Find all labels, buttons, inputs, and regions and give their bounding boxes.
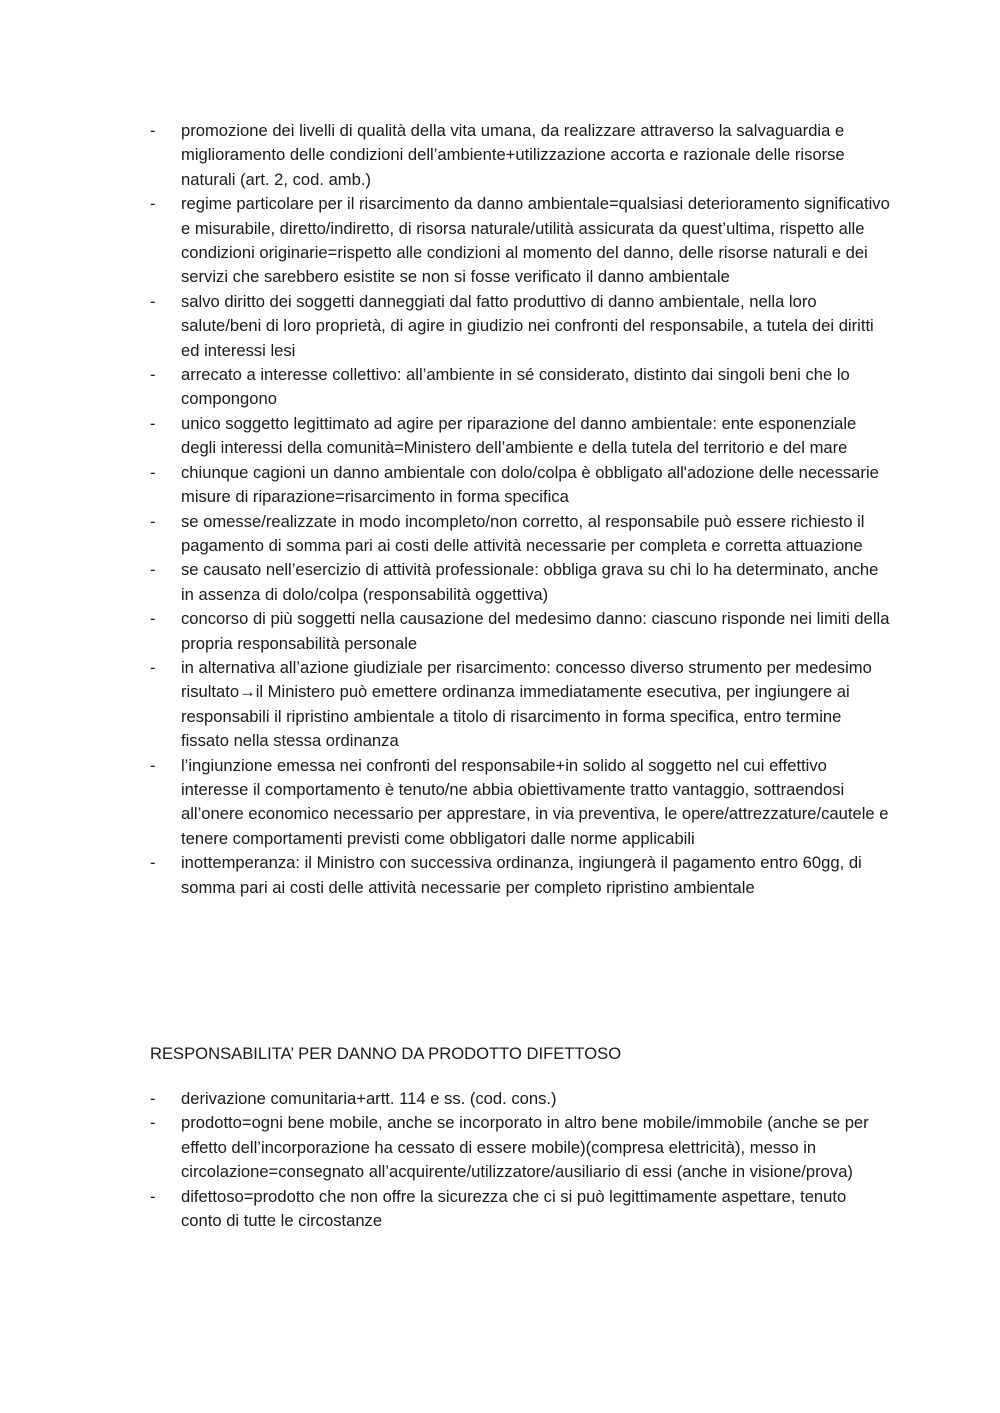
list-item [150,607,890,656]
bullet-dash: - [150,853,156,873]
list-item-text: in alternativa all’azione giudiziale per risarcimento: concesso diverso strumento per medesimo risultato→il Ministero può emettere ordinanza immediatamente esecutiva, per ingiungere ai responsabili il ripristino ambientale a titolo di risarcimento in forma specifica, entro termine fissato nella stessa ordinanza [181,657,872,751]
bullet-dash: - [150,511,156,531]
list-item-text: regime particolare per il risarcimento da danno ambientale=qualsiasi deterioramento significativo e misurabile, diretto/indiretto, di risorsa naturale/utilità assicurata da quest’ultima, rispetto alle condizioni originarie=rispetto alle condizioni al momento del danno, delle risorse naturali e dei servizi che sarebbero esistite se non si fosse verificato il danno ambientale [181,194,890,287]
list-item [150,290,890,363]
bullet-dash: - [150,194,156,214]
list-item [150,558,890,607]
list-item-text: concorso di più soggetti nella causazione del medesimo danno: ciascuno risponde nei limiti della propria responsabilità personale [181,609,890,653]
list-item [150,851,890,900]
list-item-text: se causato nell’esercizio di attività professionale: obbliga grava su chi lo ha determinato, anche in assenza di dolo/colpa (responsabilità oggettiva) [181,560,879,604]
list-item-text: prodotto=ogni bene mobile, anche se incorporato in altro bene mobile/immobile (anche se per effetto dell’incorporazione ha cessato di essere mobile)(compresa elettricità), messo in circolazione=consegnato all’acquirente/utilizzatore/ausiliario di essi (anche in visione/prova) [181,1113,869,1182]
bullet-dash: - [150,1089,156,1108]
list-item-text: promozione dei livelli di qualità della vita umana, da realizzare attraverso la salvaguardia e miglioramento delle condizioni dell’ambiente+utilizzazione accorta e razionale delle risorse naturali (art. 2, cod. amb.) [181,121,845,189]
list-item [150,363,890,412]
bullet-dash: - [150,657,156,677]
list-item [150,1087,890,1111]
bullet-dash: - [150,755,156,775]
bullet-dash: - [150,121,156,140]
list-item-text: difettoso=prodotto che non offre la sicurezza che ci si può legittimamente aspettare, tenuto conto di tutte le circostanze [181,1186,847,1231]
list-item [150,461,890,510]
bullet-dash: - [150,1113,156,1133]
list-item [150,192,890,290]
bullet-dash: - [150,462,156,482]
list-item-text: chiunque cagioni un danno ambientale con dolo/colpa è obbligato all'adozione delle necessarie misure di riparazione=risarcimento in forma specifica [181,462,879,507]
list-item [150,754,890,852]
bullet-dash: - [150,413,156,433]
bullet-list-prodotto-difettoso [150,1087,890,1233]
list-item-text: l’ingiunzione emessa nei confronti del responsabile+in solido al soggetto nel cui effettivo interesse il comportamento è tenuto/ne abbia obiettivamente tratto vantaggio, sottraendosi all’onere economico necessario per apprestare, in via preventiva, le opere/attrezzature/cautele e tenere comportamenti previsti come obbligatori dalle norme applicabili [181,755,889,848]
list-item [150,1111,890,1184]
list-item-text: unico soggetto legittimato ad agire per riparazione del danno ambientale: ente esponenziale degli interessi della comunità=Ministero dell’ambiente e della tutela del territorio e del mare [181,413,857,458]
list-item [150,510,890,559]
list-item [150,1185,890,1234]
bullet-dash: - [150,560,156,580]
bullet-dash: - [150,365,156,385]
list-item-text: se omesse/realizzate in modo incompleto/non corretto, al responsabile può essere richiesto il pagamento di somma pari ai costi delle attività necessarie per completa e corretta attuazione [181,511,865,555]
section-heading: RESPONSABILITA’ PER DANNO DA PRODOTTO DIFETTOSO [150,1044,622,1063]
list-item [150,412,890,461]
list-item-text: derivazione comunitaria+artt. 114 e ss. (cod. cons.) [181,1089,557,1108]
bullet-list-danno-ambientale [150,119,890,900]
list-item-text: arrecato a interesse collettivo: all’ambiente in sé considerato, distinto dai singoli beni che lo compongono [181,365,850,409]
list-item-text: inottemperanza: il Ministro con successiva ordinanza, ingiungerà il pagamento entro 60gg, di somma pari ai costi delle attività necessarie per completo ripristino ambientale [181,853,862,897]
bullet-dash: - [150,1186,156,1206]
list-item-text: salvo diritto dei soggetti danneggiati dal fatto produttivo di danno ambientale, nella loro salute/beni di loro proprietà, di agire in giudizio nei confronti del responsabile, a tutela dei diritti ed interessi lesi [181,291,874,360]
list-item [150,656,890,754]
bullet-dash: - [150,291,156,311]
list-item [150,119,890,192]
bullet-dash: - [150,609,156,629]
